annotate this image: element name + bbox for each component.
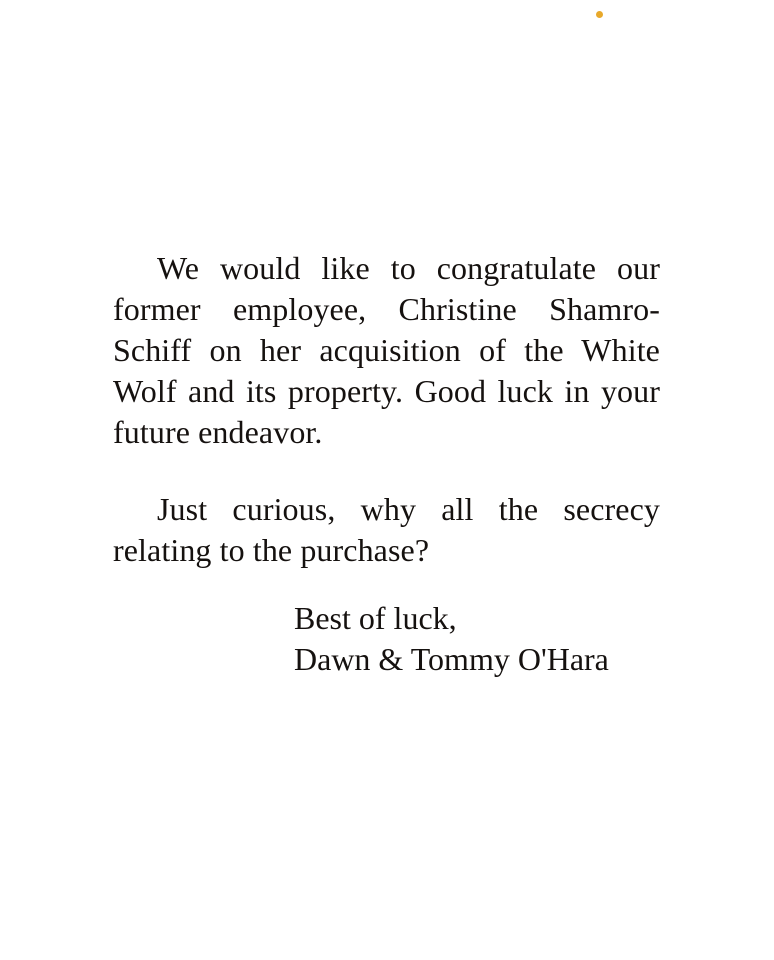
letter-body: [113, 248, 660, 571]
signoff-closing: Best of luck,: [294, 600, 457, 636]
signoff-block: [294, 598, 694, 680]
orange-dot-icon: [596, 11, 603, 18]
signoff-signature: Dawn & Tommy O'Hara: [294, 641, 609, 677]
paragraph-question: Just curious, why all the secrecy relating to the purchase?: [113, 491, 660, 568]
paragraph-congratulations: We would like to congratulate our former employee, Christine Shamro-Schiff on her acquisition of the White Wolf and its property. Good luck in your future endeavor.: [113, 250, 660, 450]
